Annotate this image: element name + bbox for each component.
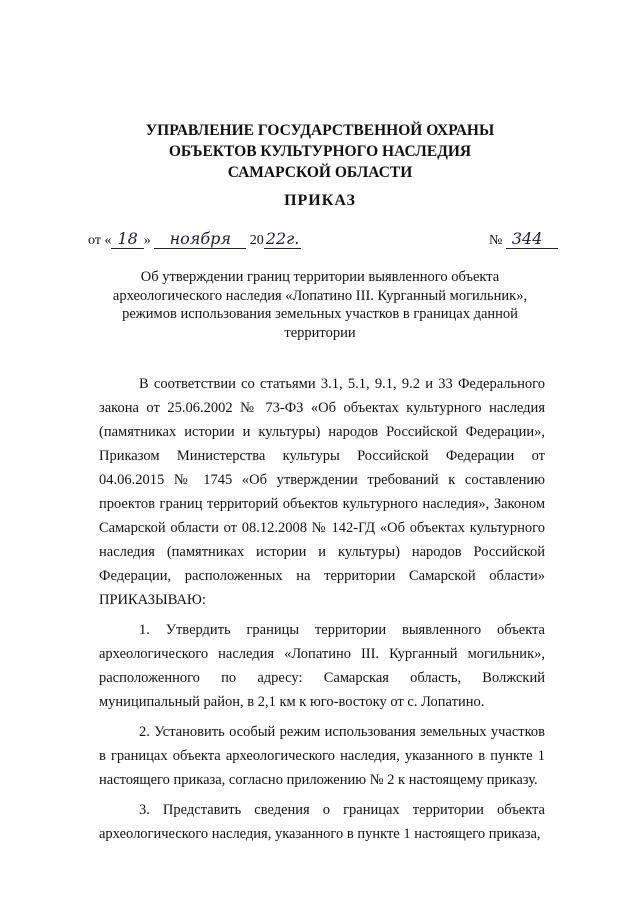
org-line-2: ОБЪЕКТОВ КУЛЬТУРНОГО НАСЛЕДИЯ	[168, 143, 472, 160]
date-year-suffix: 22г.	[265, 229, 300, 248]
document-type-title: ПРИКАЗ	[284, 192, 356, 209]
date-month: ноября	[154, 230, 246, 249]
date-year-prefix: 20	[249, 233, 264, 248]
order-date	[88, 230, 301, 249]
order-subject	[110, 268, 530, 342]
item-3-paragraph: 3. Представить сведения о границах территории объекта археологического наследия, указанного в пункте 1 настоящего приказа,	[99, 802, 545, 842]
subject-line-4: территории	[284, 324, 356, 341]
organization-header	[0, 120, 640, 183]
order-number	[489, 230, 558, 249]
item-2-paragraph: 2. Установить особый режим использования земельных участков в границах объекта археологического наследия, указанного в пункте 1 настоящего приказа, согласно приложению № 2 к настоящему приказу.	[99, 724, 545, 788]
date-day: 18	[111, 230, 143, 249]
order-body	[99, 372, 545, 846]
number-label: №	[489, 233, 503, 248]
org-line-3: САМАРСКОЙ ОБЛАСТИ	[227, 164, 413, 181]
item-1-paragraph: 1. Утвердить границы территории выявленного объекта археологического наследия «Лопатино III. Курганный могильник», расположенного по адресу: Самарская область, Волжский муниципальный район, в 2,1 км к юго-востоку от с. Лопатино.	[99, 622, 545, 710]
subject-line-1: Об утверждении границ территории выявленного объекта	[140, 269, 500, 285]
subject-line-2: археологического наследия «Лопатино III. Курганный могильник»,	[112, 287, 528, 304]
preamble-paragraph: В соответствии со статьями 3.1, 5.1, 9.1, 9.2 и 33 Федерального закона от 25.06.2002 № 73-ФЗ «Об объектах культурного наследия (памятниках истории и культуры) народов Российской Федерации», Приказом Министерства культуры Российской Федерации от 04.06.2015 № 1745 «Об утверждении требований к составлению проектов границ территорий объектов культурного наследия», Законом Самарской области от 08.12.2008 № 142-ГД «Об объектах культурного наследия (памятниках истории и культуры) народов Российской Федерации, расположенных на территории Самарской области» ПРИКАЗЫВАЮ:	[99, 376, 545, 608]
org-line-1: УПРАВЛЕНИЕ ГОСУДАРСТВЕННОЙ ОХРАНЫ	[145, 122, 495, 139]
date-sep: »	[143, 233, 151, 248]
subject-line-3: режимов использования земельных участков в границах данной	[122, 306, 518, 322]
number-value: 344	[506, 230, 558, 249]
date-prefix: от «	[88, 233, 112, 248]
